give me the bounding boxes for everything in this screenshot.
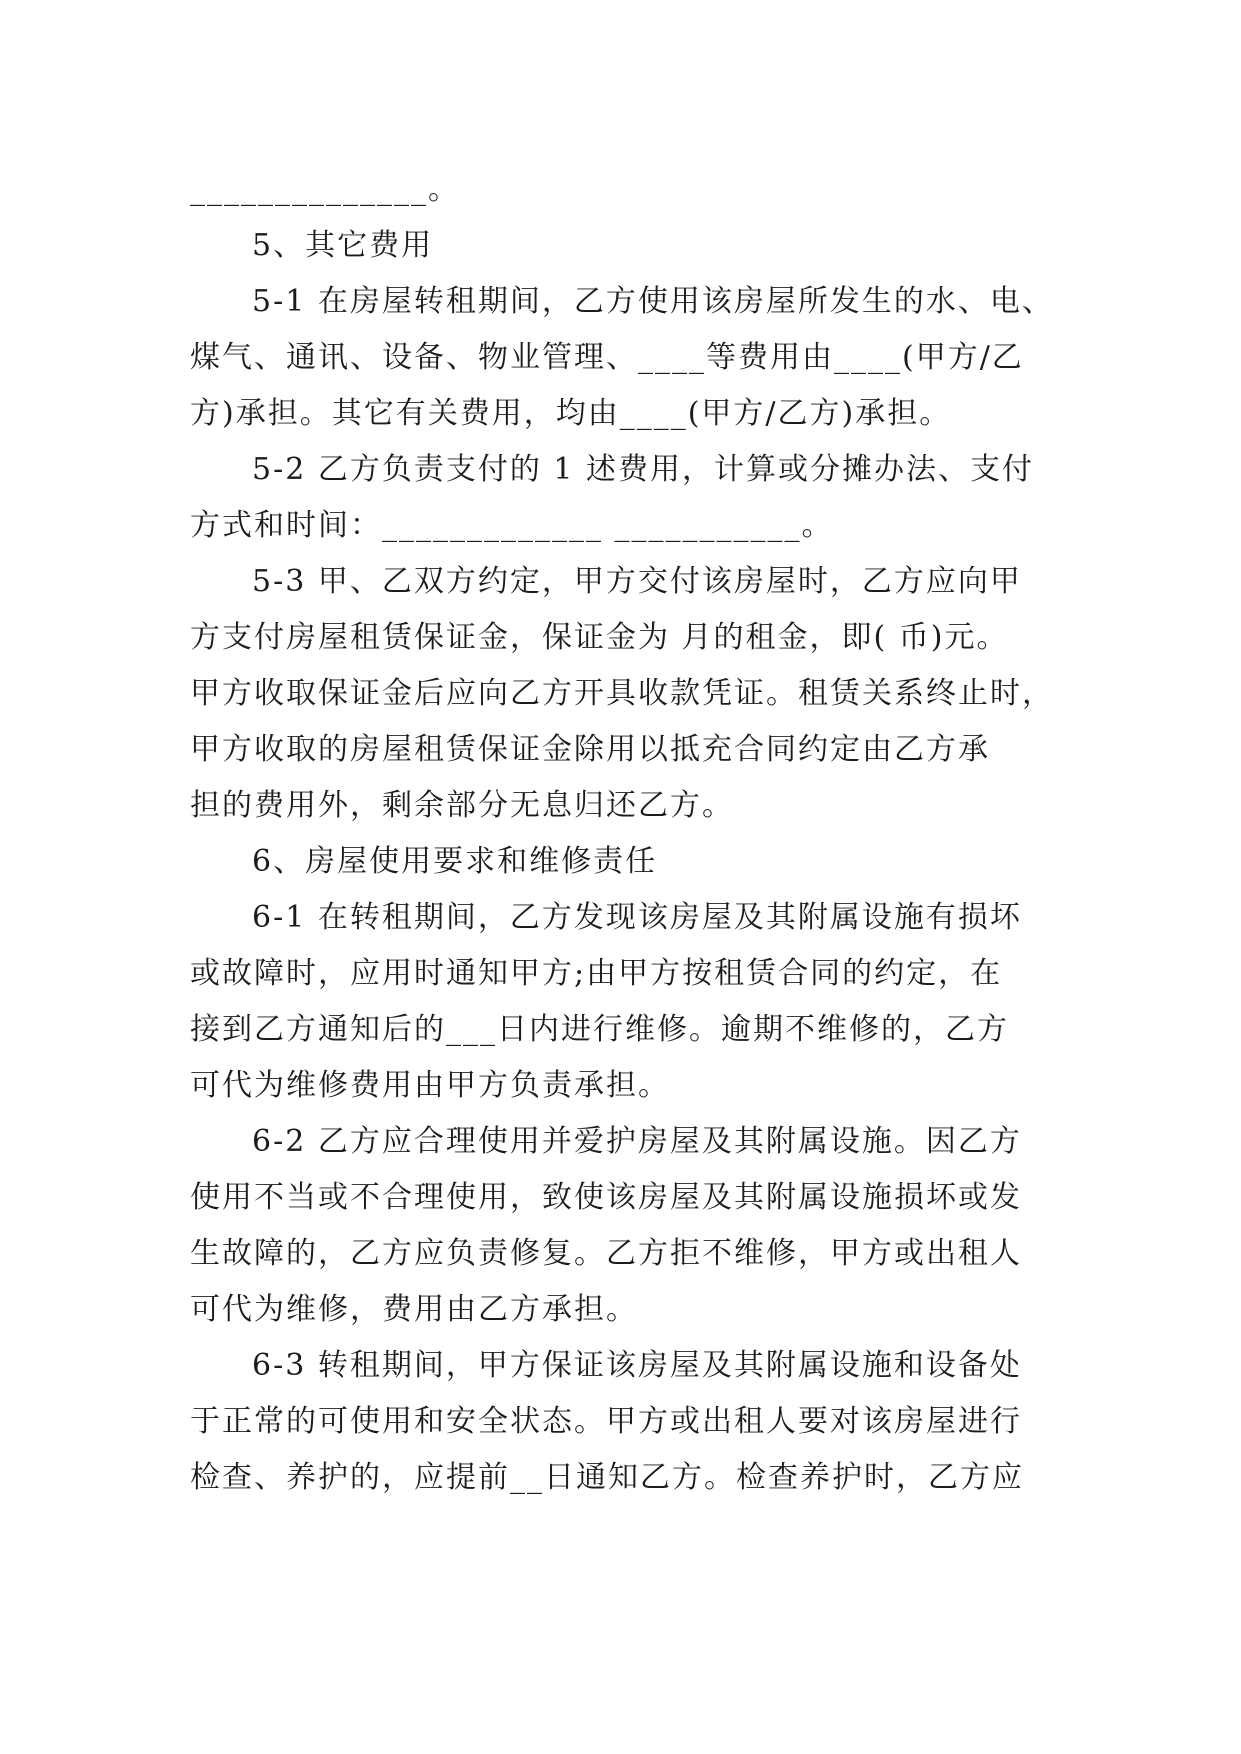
text-line: 甲方收取的房屋租赁保证金除用以抵充合同约定由乙方承 [190, 732, 990, 767]
paragraph-line: 5-2 乙方负责支付的 1 述费用，计算或分摊办法、支付 [252, 452, 1035, 487]
text-line: 接到乙方通知后的___日内进行维修。逾期不维修的，乙方 [190, 1012, 1009, 1047]
text-line: ______________。 [190, 172, 460, 207]
text-line: 于正常的可使用和安全状态。甲方或出租人要对该房屋进行 [190, 1404, 1022, 1439]
paragraph-line: 6-2 乙方应合理使用并爱护房屋及其附属设施。因乙方 [252, 1124, 1022, 1159]
text-line: 或故障时，应用时通知甲方;由甲方按租赁合同的约定，在 [190, 956, 1003, 991]
text-line: 可代为维修费用由甲方负责承担。 [190, 1068, 670, 1103]
text-line: 方式和时间：_____________ ___________。 [190, 508, 834, 543]
text-line: 担的费用外，剩余部分无息归还乙方。 [190, 788, 734, 823]
text-line: 使用不当或不合理使用，致使该房屋及其附属设施损坏或发 [190, 1180, 1022, 1215]
paragraph-line: 6-3 转租期间，甲方保证该房屋及其附属设施和设备处 [252, 1348, 1022, 1383]
text-line: 检查、养护的，应提前__日通知乙方。检查养护时，乙方应 [190, 1460, 1024, 1495]
paragraph-line: 6-1 在转租期间，乙方发现该房屋及其附属设施有损坏 [252, 900, 1022, 935]
section-heading: 5、其它费用 [252, 228, 434, 263]
paragraph-line: 5-3 甲、乙双方约定，甲方交付该房屋时，乙方应向甲 [252, 564, 1022, 599]
text-line: 可代为维修，费用由乙方承担。 [190, 1292, 638, 1327]
text-line: 甲方收取保证金后应向乙方开具收款凭证。租赁关系终止时， [190, 676, 1054, 711]
section-heading: 6、房屋使用要求和维修责任 [252, 844, 658, 879]
text-line: 煤气、通讯、设备、物业管理、____等费用由____(甲方/乙 [190, 340, 1024, 375]
paragraph-line: 5-1 在房屋转租期间，乙方使用该房屋所发生的水、电、 [252, 284, 1054, 319]
text-line: 方)承担。其它有关费用，均由____(甲方/乙方)承担。 [190, 396, 952, 431]
text-line: 生故障的，乙方应负责修复。乙方拒不维修，甲方或出租人 [190, 1236, 1022, 1271]
text-line: 方支付房屋租赁保证金，保证金为 月的租金，即( 币)元。 [190, 620, 1009, 655]
